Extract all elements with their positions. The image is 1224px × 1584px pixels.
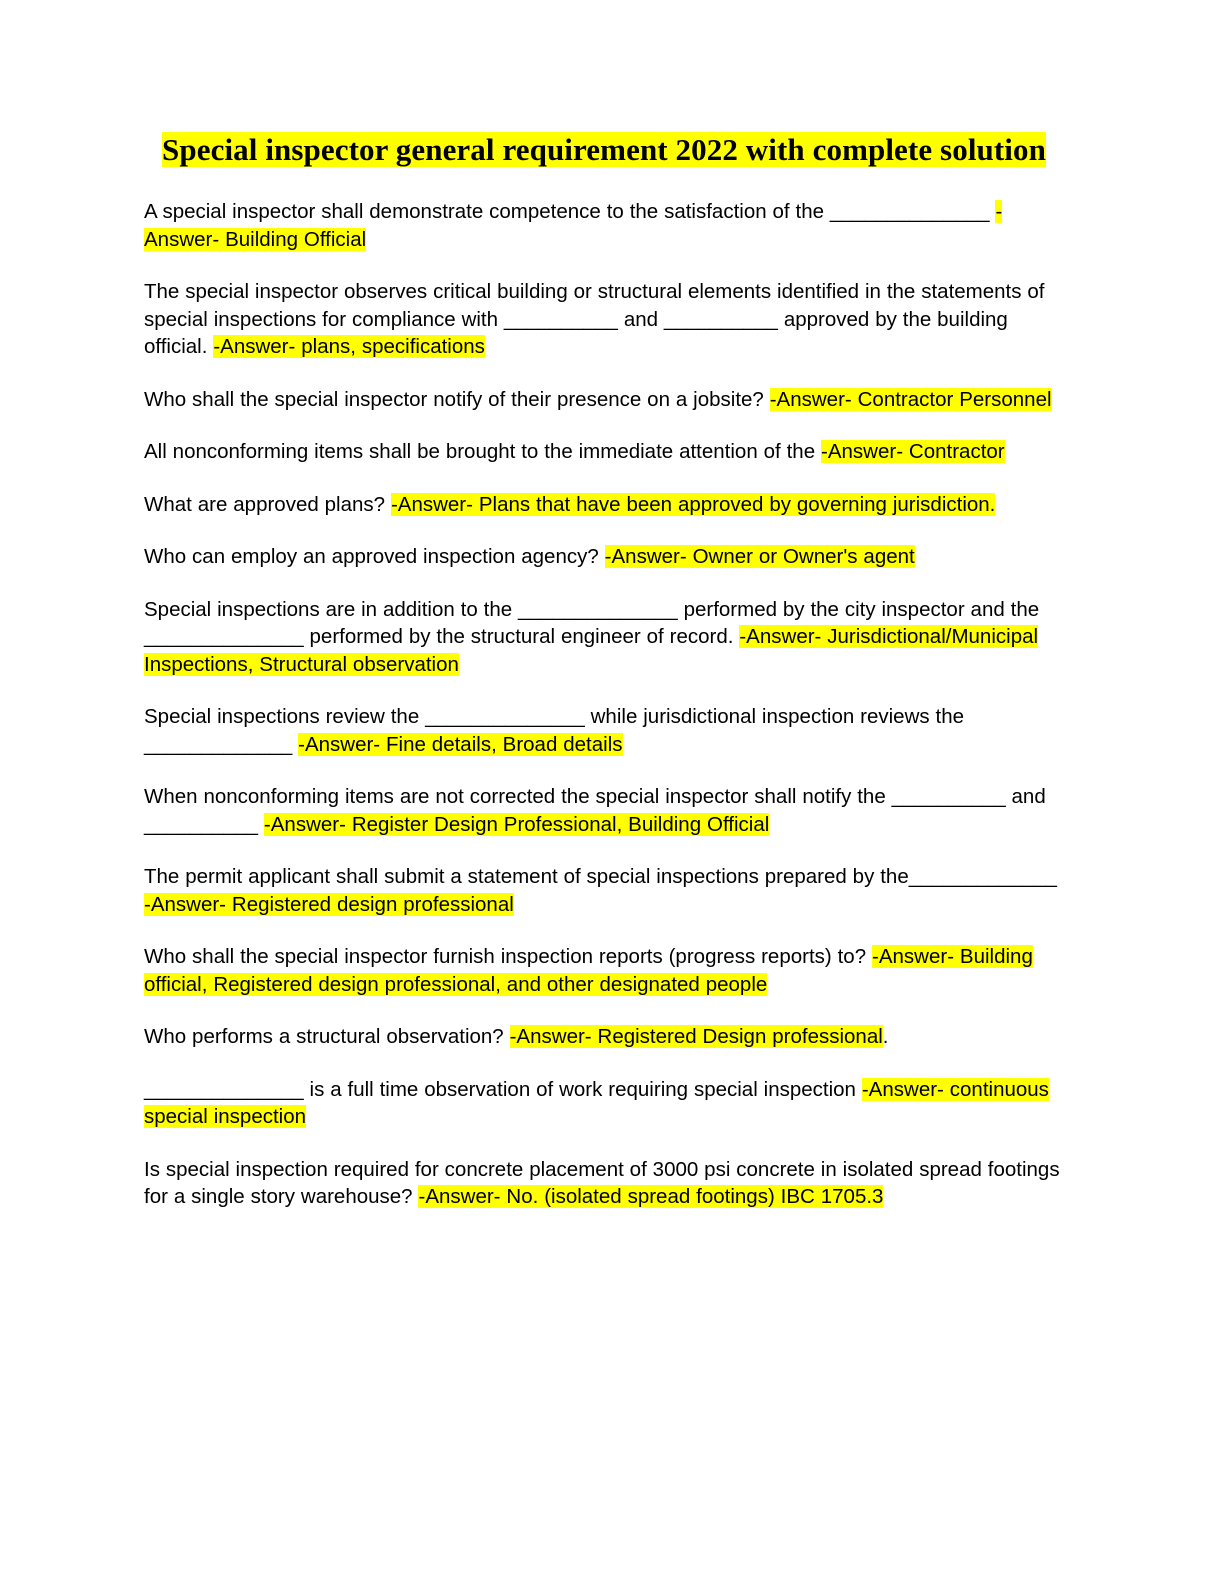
answer-tail: . [882,1025,889,1048]
answer-body: -Answer- Building official, Registered design professional, and other designated people [144,945,1033,996]
answer-text [144,893,514,916]
qa-item [144,438,1064,466]
qa-item [144,386,1064,414]
answer-dash: - [390,492,398,516]
question-text: Who performs a structural observation? [144,1025,510,1048]
qa-item [144,863,1064,918]
qa-item [144,1023,1064,1051]
qa-item [144,596,1064,679]
question-text: All nonconforming items shall be brought to the immediate attention of the [144,440,822,463]
qa-item [144,783,1064,838]
question-text: Who can employ an approved inspection agency? [144,545,605,568]
qa-item [144,198,1064,253]
answer-body: -Answer- continuous special inspection [144,1077,1049,1128]
answer-body: Answer- Building Official [144,227,367,251]
question-text: Who shall the special inspector notify of their presence on a jobsite? [144,387,770,411]
answer-text [821,440,1005,463]
answer-text [605,545,915,568]
qa-item [144,943,1064,998]
page-title-text: Special inspector general requirement 2022 with complete solution [162,132,1046,167]
qa-item [144,1076,1064,1131]
answer-text [770,388,1052,411]
question-text: Special inspections are in addition to the ______________ performed by the city inspector and the ______________ performed by the structural engineer of record. [144,597,1040,648]
answer-dash: - [298,732,305,756]
answer-body: -Answer- Registered Design professional [509,1025,883,1048]
answer-dash: - [263,812,271,836]
answer-body: Answer- Contractor Personnel [776,387,1052,411]
answer-text [213,335,485,358]
qa-item [144,543,1064,571]
answer-dash: - [213,335,221,358]
answer-body: -Answer- Registered design professional [144,892,514,916]
question-text: The special inspector observes critical building or structural elements identified in the statements of special inspections for compliance with __________ and __________ approved by the building official. [144,280,1045,358]
answer-body: Answer- Register Design Professional, Building Official [270,812,770,836]
answer-text [264,813,769,836]
page-title [144,128,1064,172]
answer-body: Answer- plans, specifications [220,335,485,358]
question-text: ______________ is a full time observation of work requiring special inspection [144,1077,862,1101]
answer-body: Answer- No. (isolated spread footings) IBC 1705.3 [425,1185,884,1208]
qa-item [144,703,1064,758]
question-text: A special inspector shall demonstrate competence to the satisfaction of the ______________ [144,200,996,223]
answer-body: Answer- Owner or Owner's agent [611,545,915,568]
question-text: What are approved plans? [144,492,391,516]
answer-text [298,733,622,756]
answer-text [418,1185,883,1208]
answer-dash: - [821,440,828,463]
answer-dash: - [604,545,612,568]
qa-item [144,1156,1064,1211]
answer-dash: - [418,1185,426,1208]
answer-text [510,1025,883,1048]
qa-item [144,491,1064,519]
qa-item [144,278,1064,361]
question-text: Is special inspection required for concrete placement of 3000 psi concrete in isolated spread footings for a single story warehouse? [144,1157,1060,1208]
answer-body: Answer- Contractor [827,440,1005,463]
answer-dash: - [995,200,1003,223]
answer-body: Answer- Plans that have been approved by governing jurisdiction. [397,492,996,516]
question-text: The permit applicant shall submit a statement of special inspections prepared by the_____________ [144,865,1057,888]
question-text: Who shall the special inspector furnish inspection reports (progress reports) to? [144,945,873,968]
question-text: Special inspections review the ______________ while jurisdictional inspection reviews the _____________ [144,705,965,756]
answer-dash: - [769,387,777,411]
answer-body: -Answer- Jurisdictional/Municipal Inspections, Structural observation [144,625,1039,676]
answer-text [391,493,995,516]
answer-body: Answer- Fine details, Broad details [304,732,623,756]
question-text: When nonconforming items are not corrected the special inspector shall notify the __________ and __________ [144,785,1046,836]
